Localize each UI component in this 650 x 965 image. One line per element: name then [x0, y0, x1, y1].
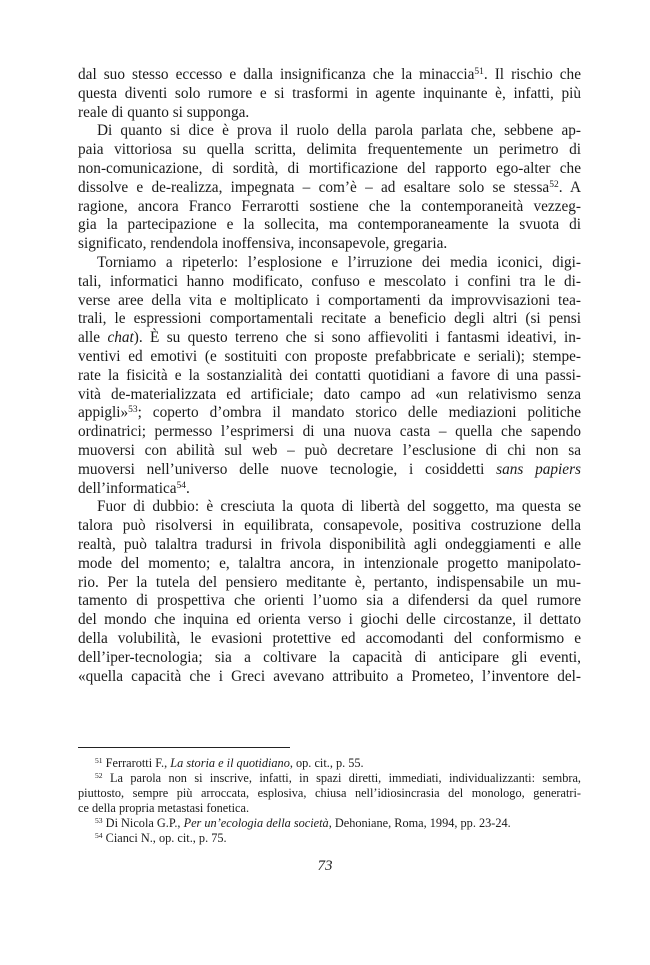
text-segment: dissolve e de-realizza, impegnata – com’è – ad esaltare solo se stessa: [78, 178, 550, 196]
text-segment: ordinatrici; permesso l’esprimersi di una nuova casta – quella che sapendo: [78, 423, 581, 441]
text-segment: ce della propria metastasi fonetica.: [78, 801, 250, 815]
text-line: [78, 649, 581, 668]
text-segment: Ferrarotti F.,: [102, 756, 171, 770]
text-line: [78, 536, 581, 555]
text-line: [78, 104, 581, 123]
text-line: [78, 816, 581, 831]
text-line: [78, 771, 581, 786]
text-segment: paia vittoriosa su quella scritta, delimita frequentemente un perimetro di: [78, 141, 581, 159]
paragraph: [78, 122, 581, 254]
text-segment: tali, informatici hanno modificato, confuso e mescolato i confini tra le di-: [78, 272, 581, 290]
text-segment: .: [186, 479, 190, 497]
text-segment: rio. Per la tutela del pensiero meditante è, pertanto, indispensabile un mu-: [78, 573, 581, 591]
footnote-reference: 52: [95, 770, 103, 780]
text-line: [78, 216, 581, 235]
text-line: [78, 348, 581, 367]
text-segment: . A: [558, 178, 581, 196]
text-line: [78, 254, 581, 273]
text-line: [78, 292, 581, 311]
text-line: [78, 310, 581, 329]
text-line: [78, 329, 581, 348]
text-segment: dal suo stesso eccesso e dalla insignificanza che la minaccia: [78, 66, 475, 83]
text-segment: , Dehoniane, Roma, 1994, pp. 23-24.: [328, 816, 511, 830]
text-line: [78, 786, 581, 801]
text-segment: non-comunicazione, di sordità, di mortificazione del rapporto ego-alter che: [78, 159, 581, 177]
paragraph: [78, 254, 581, 498]
body-text: [78, 66, 581, 686]
text-line: [78, 179, 581, 198]
text-line: [78, 141, 581, 160]
text-segment: , op. cit., p. 55.: [289, 756, 364, 770]
page-number: 73: [317, 858, 333, 874]
text-line: [78, 442, 581, 461]
footnote-reference: 52: [549, 179, 559, 190]
text-segment: dell’iper-tecnologia; sia a coltivare la capacità di anticipare gli eventi,: [78, 648, 581, 666]
text-segment: Di quanto si dice è prova il ruolo della parola parlata che, sebbene ap-: [97, 122, 581, 140]
text-line: [78, 367, 581, 386]
text-line: [78, 517, 581, 536]
italic-text: La storia e il quotidiano: [170, 756, 290, 770]
text-segment: del mondo che inquina ed orienta verso i giochi delle circostanze, il dettato: [78, 611, 581, 629]
text-line: [78, 386, 581, 405]
text-segment: appigli»: [78, 404, 129, 422]
paragraph: [78, 66, 581, 122]
text-segment: della volubilità, le evasioni protettive ed accomodanti del conformismo e: [78, 629, 581, 647]
text-segment: . Il rischio che: [483, 66, 581, 83]
footnote-reference: 53: [95, 815, 103, 825]
text-segment: ragione, ancora Franco Ferrarotti sostiene che la contemporaneità vezzeg-: [78, 197, 581, 215]
text-line: [78, 611, 581, 630]
text-line: [78, 668, 581, 687]
text-line: [78, 480, 581, 499]
text-line: [78, 273, 581, 292]
text-line: [78, 831, 581, 846]
text-segment: gia la partecipazione e la sollecita, ma contemporaneamente la svuota di: [78, 216, 581, 234]
text-line: [78, 498, 581, 517]
footnote-reference: 53: [128, 405, 138, 416]
footnote-reference: 51: [474, 66, 484, 77]
text-segment: tamento di prospettiva che orienti l’uomo sia a difendersi da quel rumore: [78, 592, 581, 610]
text-segment: Cianci N., op. cit., p. 75.: [102, 831, 227, 845]
text-segment: talora può risolversi in equilibrata, consapevole, positiva costruzione della: [78, 517, 581, 535]
text-segment: piuttosto, sempre più arroccata, esplosiva, chiusa nell’idiosincrasia del monologo, generatri-: [78, 786, 581, 800]
text-segment: muoversi nell’universo delle nuove tecnologie, i cosiddetti: [78, 460, 497, 478]
text-line: [78, 461, 581, 480]
text-line: [78, 756, 581, 771]
text-line: [78, 592, 581, 611]
text-line: [78, 404, 581, 423]
italic-text: sans papiers: [496, 460, 581, 478]
text-segment: Torniamo a ripeterlo: l’esplosione e l’irruzione dei media iconici, digi-: [97, 253, 581, 271]
italic-text: Per un’ecologia della società: [183, 816, 329, 830]
text-segment: rate la fisicità e la sostanzialità dei contatti quotidiani a favore di una passi-: [78, 366, 581, 384]
italic-text: chat: [107, 329, 134, 347]
text-segment: questa diventi solo rumore e si trasformi in agente inquinante è, infatti, più: [78, 84, 581, 102]
text-segment: «quella capacità che i Greci avevano attribuito a Prometeo, l’inventore del-: [78, 667, 581, 685]
paragraph: [78, 498, 581, 686]
footnote-reference: 54: [176, 480, 187, 491]
footnote: [78, 756, 581, 771]
text-segment: Fuor di dubbio: è cresciuta la quota di libertà del soggetto, ma questa se: [97, 498, 581, 516]
text-segment: ; coperto d’ombra il mandato storico delle mediazioni politiche: [137, 404, 581, 422]
text-segment: alle: [78, 329, 108, 347]
text-segment: reale di quanto si supponga.: [78, 103, 250, 121]
text-line: [78, 574, 581, 593]
footnote: [78, 771, 581, 816]
footnotes: [78, 756, 581, 846]
text-segment: trali, le espressioni comportamentali recitate a beneficio degli altri (si pensi: [78, 310, 581, 328]
text-segment: ventivi ed emotivi (e sostituiti con proposte prefabbricate e seriali); stempe-: [78, 347, 581, 365]
text-line: [78, 122, 581, 141]
text-segment: ). È su questo terreno che si sono affievoliti i fantasmi ideativi, in-: [133, 329, 581, 347]
text-segment: significato, rendendola inoffensiva, inconsapevole, gregaria.: [78, 235, 448, 253]
text-segment: verse aree della vita e moltiplicato i comportamenti da improvvisazioni tea-: [78, 291, 581, 309]
text-line: [78, 66, 581, 85]
text-line: [78, 198, 581, 217]
text-line: [78, 85, 581, 104]
text-segment: mode del momento; e, talaltra ancora, in intenzionale progetto manipolato-: [78, 554, 581, 572]
text-line: [78, 423, 581, 442]
text-line: [78, 160, 581, 179]
text-line: [78, 555, 581, 574]
text-segment: vità de-materializzata ed artificiale; dato campo ad «un relativismo senza: [78, 385, 581, 403]
text-segment: dell’informatica: [78, 479, 177, 497]
text-line: [78, 630, 581, 649]
text-segment: La parola non si inscrive, infatti, in spazi diretti, immediati, individualizzanti: sembra,: [102, 771, 581, 785]
text-line: [78, 235, 581, 254]
footnote: [78, 816, 581, 831]
footnote-reference: 51: [95, 755, 103, 765]
footnote: [78, 831, 581, 846]
text-segment: Di Nicola G.P.,: [102, 816, 184, 830]
text-segment: realtà, può talaltra tradursi in frivola disponibilità agli ondeggiamenti e alle: [78, 535, 581, 553]
footnote-reference: 54: [95, 830, 103, 840]
footnote-separator: [78, 747, 290, 748]
text-line: [78, 801, 581, 816]
text-segment: muoversi con abilità sul web – può decretare l’esclusione di chi non sa: [78, 441, 581, 459]
